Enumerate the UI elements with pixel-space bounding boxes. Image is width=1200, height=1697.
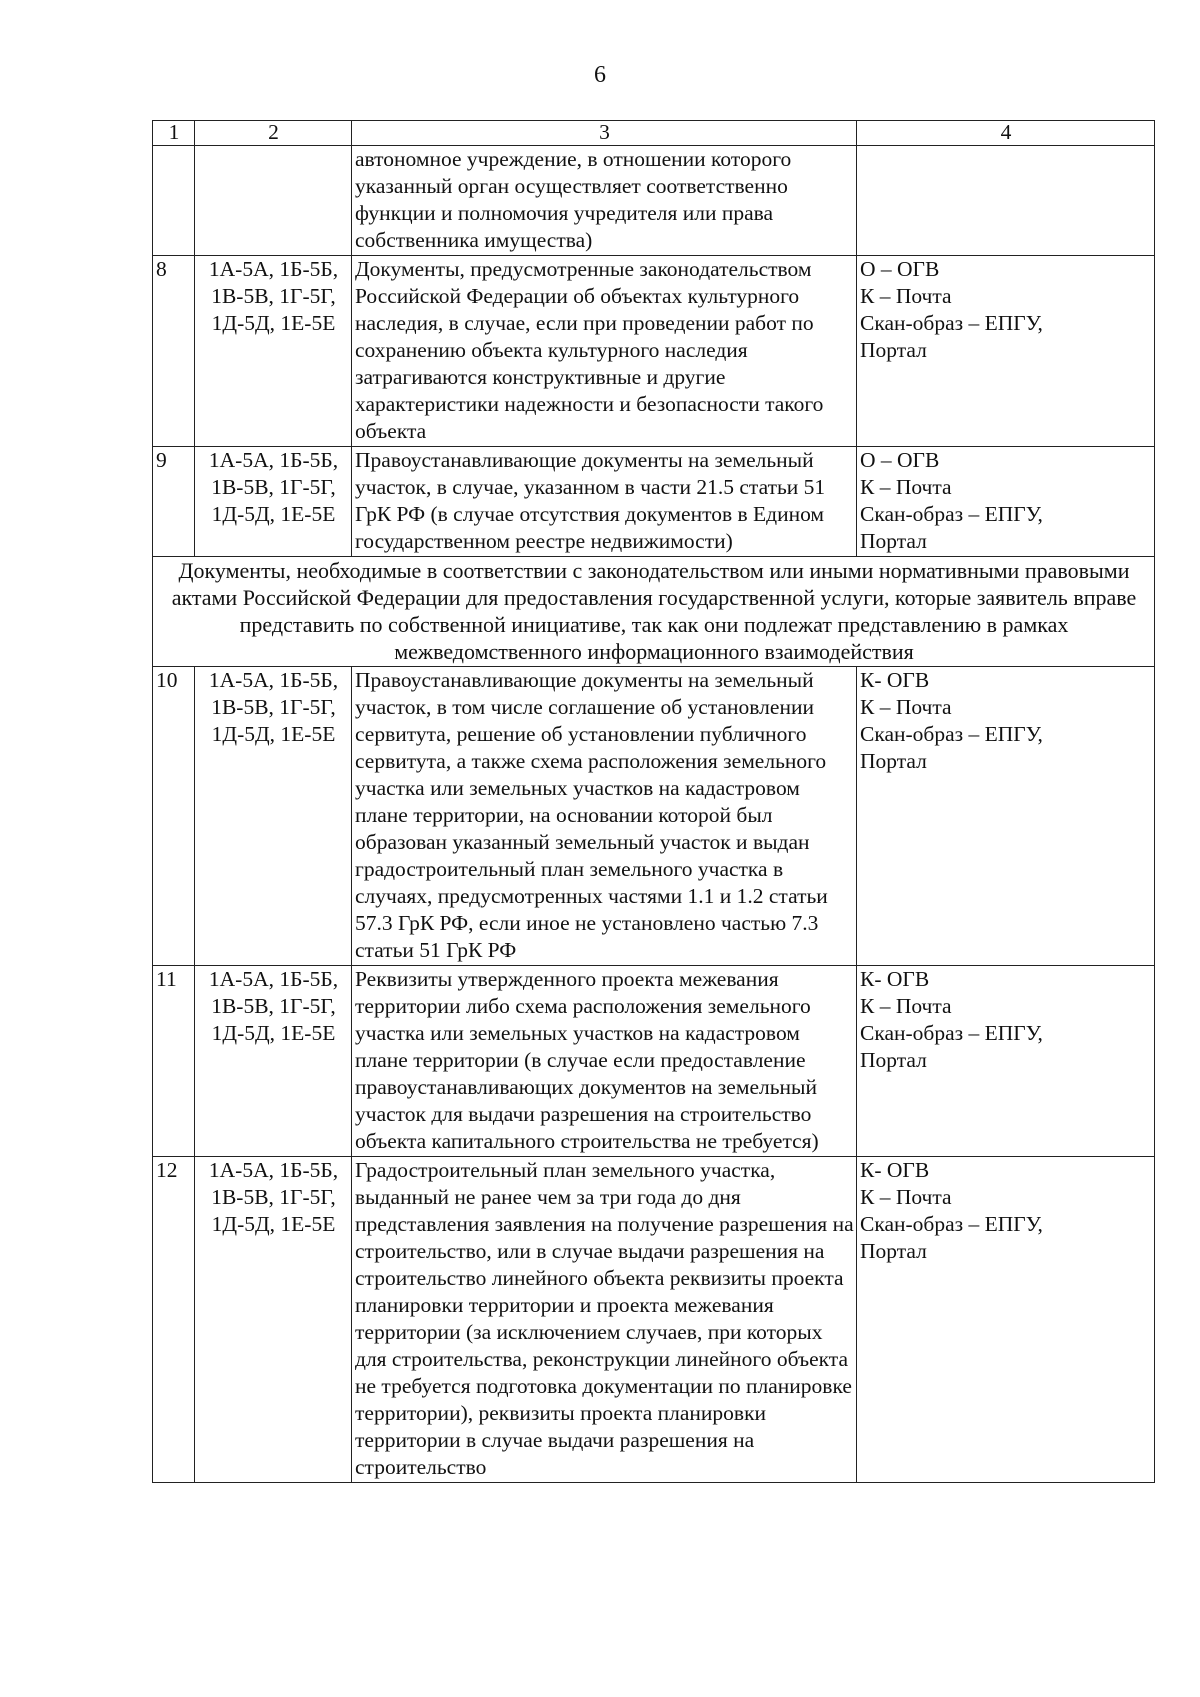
submission-method-line: К- ОГВ xyxy=(860,668,930,692)
submission-method-line: О – ОГВ xyxy=(860,257,940,281)
row-codes xyxy=(195,146,352,256)
page-number: 6 xyxy=(594,62,606,88)
submission-method-line: Портал xyxy=(860,529,927,553)
header-col-3: 3 xyxy=(352,121,857,146)
submission-method-line: Скан-образ – ЕПГУ, xyxy=(860,311,1043,335)
row-description: Правоустанавливающие документы на земельный участок, в том числе соглашение об установлении сервитута, решение об установлении публичного сервитута, а также схема расположения земельного участка или земельных участков на кадастровом плане территории, на основании которой был образован указанный земельный участок и выдан градостроительный план земельного участка в случаях, предусмотренных частями 1.1 и 1.2 статьи 57.3 ГрК РФ, если иное не установлено частью 7.3 статьи 51 ГрК РФ xyxy=(352,667,857,966)
row-submission-method xyxy=(857,1157,1155,1483)
submission-method-line: Скан-образ – ЕПГУ, xyxy=(860,1021,1043,1045)
row-number: 11 xyxy=(153,966,195,1157)
table-header-row xyxy=(153,121,1155,146)
row-submission-method xyxy=(857,667,1155,966)
submission-method-line: Скан-образ – ЕПГУ, xyxy=(860,722,1043,746)
submission-method-line: К – Почта xyxy=(860,1185,952,1209)
row-description: Градостроительный план земельного участка, выданный не ранее чем за три года до дня представления заявления на получение разрешения на строительство, или в случае выдачи разрешения на строительство линейного объекта реквизиты проекта планировки территории и проекта межевания территории (за исключением случаев, при которых для строительства, реконструкции линейного объекта не требуется подготовка документации по планировке территории), реквизиты проекта планировки территории в случае выдачи разрешения на строительство xyxy=(352,1157,857,1483)
row-number: 10 xyxy=(153,667,195,966)
row-number xyxy=(153,146,195,256)
table-rows-group-b xyxy=(153,667,1155,1483)
header-col-4: 4 xyxy=(857,121,1155,146)
table-row xyxy=(153,1157,1155,1483)
row-description: Документы, предусмотренные законодательством Российской Федерации об объектах культурного наследия, в случае, если при проведении работ по сохранению объекта культурного наследия затрагиваются конструктивные и другие характеристики надежности и безопасности такого объекта xyxy=(352,256,857,447)
submission-method-line: Скан-образ – ЕПГУ, xyxy=(860,1212,1043,1236)
row-codes: 1А-5А, 1Б-5Б, 1В-5В, 1Г-5Г, 1Д-5Д, 1Е-5Е xyxy=(195,256,352,447)
table-row xyxy=(153,256,1155,447)
section-heading-row xyxy=(153,557,1155,667)
table-row xyxy=(153,966,1155,1157)
table-row xyxy=(153,447,1155,557)
row-submission-method xyxy=(857,146,1155,256)
row-description: Реквизиты утвержденного проекта межевания территории либо схема расположения земельного участка или земельных участков на кадастровом плане территории (в случае если предоставление правоустанавливающих документов на земельный участок для выдачи разрешения на строительство объекта капитального строительства не требуется) xyxy=(352,966,857,1157)
submission-method-line: Портал xyxy=(860,1239,927,1263)
row-codes: 1А-5А, 1Б-5Б, 1В-5В, 1Г-5Г, 1Д-5Д, 1Е-5Е xyxy=(195,966,352,1157)
row-codes: 1А-5А, 1Б-5Б, 1В-5В, 1Г-5Г, 1Д-5Д, 1Е-5Е xyxy=(195,447,352,557)
table-row-continuation xyxy=(153,146,1155,256)
submission-method-line: К – Почта xyxy=(860,994,952,1018)
submission-method-line: Портал xyxy=(860,749,927,773)
row-submission-method xyxy=(857,256,1155,447)
submission-method-line: К – Почта xyxy=(860,695,952,719)
submission-method-line: Портал xyxy=(860,338,927,362)
documents-table xyxy=(152,120,1155,1483)
table-row xyxy=(153,667,1155,966)
submission-method-line: К – Почта xyxy=(860,284,952,308)
header-col-1: 1 xyxy=(153,121,195,146)
row-number: 8 xyxy=(153,256,195,447)
row-description: Правоустанавливающие документы на земельный участок, в случае, указанном в части 21.5 статьи 51 ГрК РФ (в случае отсутствия документов в Едином государственном реестре недвижимости) xyxy=(352,447,857,557)
row-codes: 1А-5А, 1Б-5Б, 1В-5В, 1Г-5Г, 1Д-5Д, 1Е-5Е xyxy=(195,667,352,966)
row-number: 12 xyxy=(153,1157,195,1483)
submission-method-line: К- ОГВ xyxy=(860,967,930,991)
table-rows-group-a xyxy=(153,256,1155,557)
submission-method-line: Портал xyxy=(860,1048,927,1072)
submission-method-line: О – ОГВ xyxy=(860,448,940,472)
section-heading: Документы, необходимые в соответствии с законодательством или иными нормативными правовыми актами Российской Федерации для предоставления государственной услуги, которые заявитель вправе представить по собственной инициативе, так как они подлежат представлению в рамках межведомственного информационного взаимодействия xyxy=(153,557,1155,667)
submission-method-line: К- ОГВ xyxy=(860,1158,930,1182)
submission-method-line: Скан-образ – ЕПГУ, xyxy=(860,502,1043,526)
header-col-2: 2 xyxy=(195,121,352,146)
row-codes: 1А-5А, 1Б-5Б, 1В-5В, 1Г-5Г, 1Д-5Д, 1Е-5Е xyxy=(195,1157,352,1483)
row-submission-method xyxy=(857,966,1155,1157)
row-number: 9 xyxy=(153,447,195,557)
submission-method-line: К – Почта xyxy=(860,475,952,499)
row-description: автономное учреждение, в отношении которого указанный орган осуществляет соответственно функции и полномочия учредителя или права собственника имущества) xyxy=(352,146,857,256)
row-submission-method xyxy=(857,447,1155,557)
